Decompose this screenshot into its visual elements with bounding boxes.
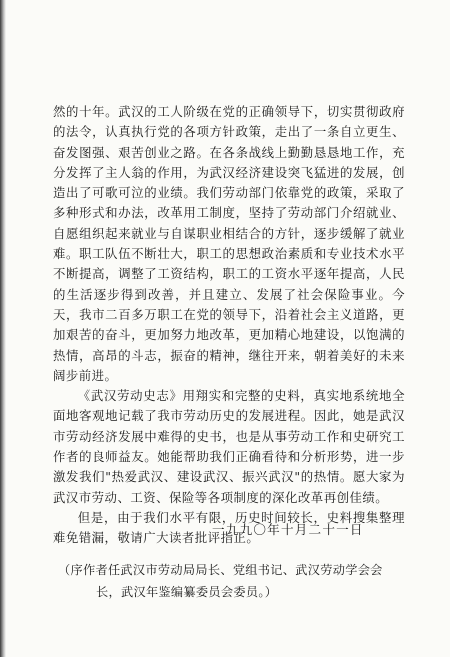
paragraph-history-records: 《武汉劳动史志》用翔实和完整的史料，真实地系统地全面地客观地记载了我市劳动历史的发展进程。因此，她是武汉市劳动经济发展中难得的史书，也是从事劳动工作和史研究工作者的良师益友。她能帮助我们正确看待和分析形势，进一步激发我们"热爱武汉、建设武汉、振兴武汉"的热情。愿大家为武汉市劳动、工资、保险等各项制度的深化改革再创佳绩。 <box>53 388 405 505</box>
preface-body <box>53 102 405 549</box>
signature-date: 一九九〇年十月二十一日 <box>212 522 364 537</box>
author-note-line-1: （序作者任武汉市劳动局局长、党组书记、武汉劳动学会会 <box>58 563 383 577</box>
paragraph-apology: 但是，由于我们水平有限，历史时间较长，史料搜集整理难免错漏，敬请广大读者批评指正。 <box>53 509 405 546</box>
author-note <box>58 559 403 603</box>
paragraph-continuation: 然的十年。武汉的工人阶级在党的正确领导下，切实贯彻政府的法令，认真执行党的各项方针政策，走出了一条自立更生、奋发图强、艰苦创业之路。在各条战线上勤勤恳恳地工作，充分发挥了主人翁的作用，为武汉经济建设突飞猛进的发展，创造出了可歌可泣的业绩。我们劳动部门依靠党的政策，采取了多种形式和办法，改革用工制度，坚持了劳动部门介绍就业、自愿组织起来就业与自谋职业相结合的方针，逐步缓解了就业难。职工队伍不断壮大，职工的思想政治素质和专业技术水平不断提高，调整了工资结构，职工的工资水平逐年提高，人民的生活逐步得到改善，并且建立、发展了社会保险事业。今天，我市二百多万职工在党的领导下，沿着社会主义道路，更加艰苦的奋斗，更加努力地改革，更加精心地建设，以饱满的热情，高昂的斗志，振奋的精神，继往开来，朝着美好的未来阔步前进。 <box>53 104 405 383</box>
page-spine-shadow <box>0 0 6 657</box>
author-note-line-2: 长，武汉年鉴编纂委员会委员。） <box>96 585 278 599</box>
